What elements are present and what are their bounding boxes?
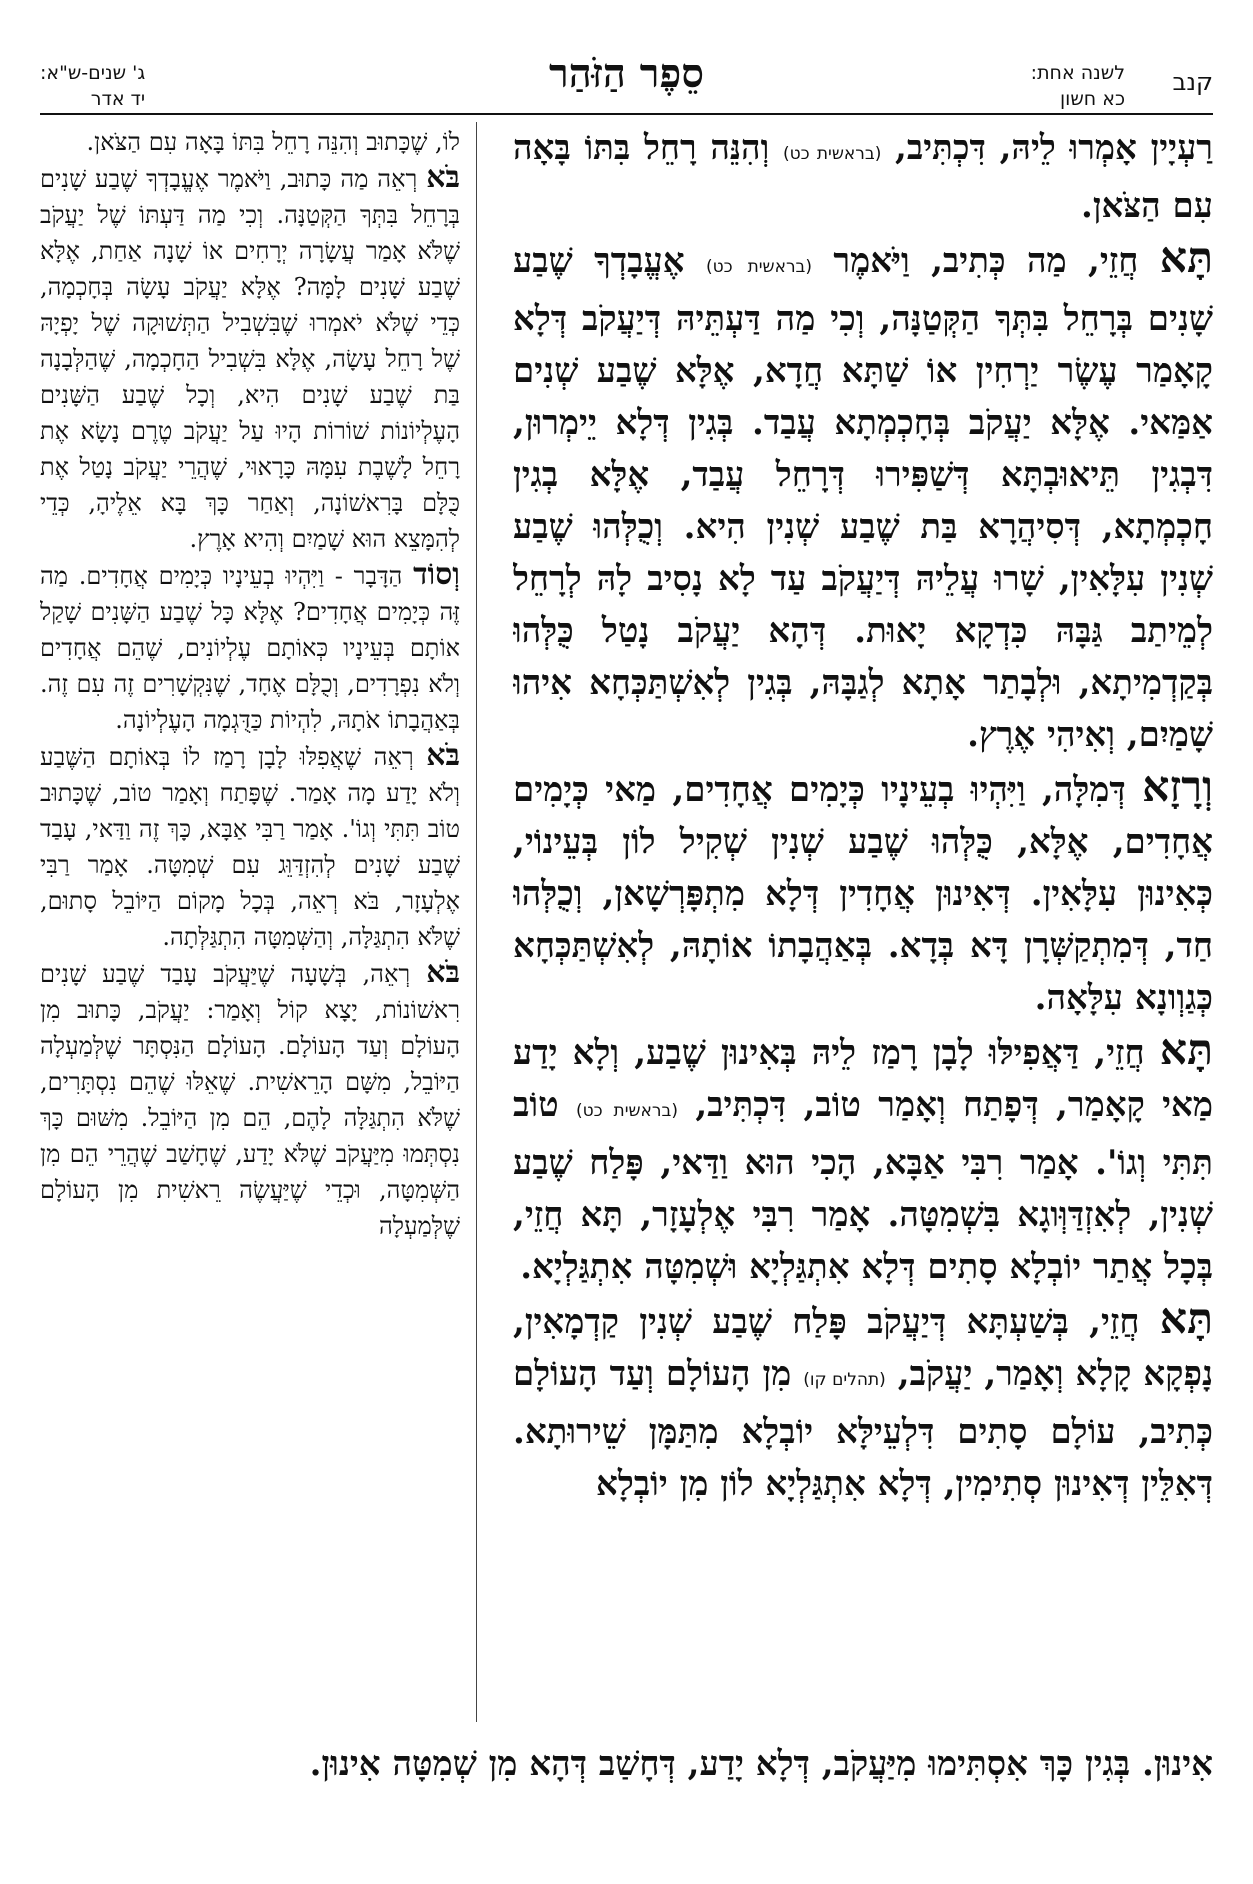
aramaic-p5-citation: (תהלים קו): [803, 1370, 886, 1390]
aramaic-column: [513, 122, 1213, 1720]
aramaic-p3-opening-word: וְרָזָא: [1142, 762, 1213, 812]
aramaic-p4-citation: (בראשית כט): [575, 1101, 678, 1121]
hebrew-p5-opening-word: בֹּא: [426, 955, 460, 990]
aramaic-p2-opening-word: תָּא: [1159, 233, 1213, 283]
hebrew-paragraph-1: [40, 124, 460, 160]
schedule-three-years-date: יד אדר: [90, 88, 146, 110]
aramaic-paragraph-5: [513, 1293, 1213, 1510]
header-rule: [40, 113, 1213, 115]
hebrew-paragraph-5: [40, 955, 460, 1244]
aramaic-p5-text-cont: מִן הָעוֹלָם וְעַד הָעוֹלָם כְּתִיב, עוֹלָם סָתִים דִּלְעֵילָּא יוֹבְלָא מִתַּמָּן שֵׁירוּתָא. דְּאִלֵּין דְּאִינוּן סְתִימִין, דְּלָא אִתְגַּלְיָא לוֹן מִן יוֹבְלָא: [513, 1354, 1213, 1504]
hebrew-column: [40, 124, 460, 1724]
page-header: [40, 50, 1213, 110]
hebrew-p4-text: רְאֵה שֶׁאֲפִלּוּ לָבָן רָמַז לוֹ בְּאוֹתָם הַשֶּׁבַע וְלֹא יָדַע מָה אָמַר. שֶׁפָּתַח וְאָמַר טוֹב, שֶׁכָּתוּב טוֹב תִּתִּי וְגוֹ'. אָמַר רַבִּי אַבָּא, כָּךְ זֶה וַדַּאי, עָבַד שֶׁבַע שָׁנִים לְהִזְדַּוֵּג עִם שְׁמִטָּה. אָמַר רַבִּי אֶלְעָזָר, בֹּא רְאֵה, בְּכָל מָקוֹם הַיּוֹבֵל סָתוּם, שֶׁלֹּא הִתְגַּלָּה, וְהַשְּׁמִטָּה הִתְגַּלְּתָה.: [40, 743, 460, 951]
schedule-three-years: [40, 60, 145, 112]
aramaic-paragraph-1: [513, 122, 1213, 232]
hebrew-p5-text: רְאֵה, בְּשָׁעָה שֶׁיַּעֲקֹב עָבַד שֶׁבַע שָׁנִים רִאשׁוֹנוֹת, יָצָא קוֹל וְאָמַר: יַעֲקֹב, כָּתוּב מִן הָעוֹלָם וְעַד הָעוֹלָם. הָעוֹלָם הַנִּסְתָּר שֶׁלְּמַעְלָה הַיּוֹבֵל, מִשָּׁם הָרֵאשִׁית. שֶׁאֵלּוּ שֶׁהֵם נִסְתָּרִים, שֶׁלֹּא הִתְגַּלָּה לָהֶם, הֵם מִן הַיּוֹבֵל. מִשּׁוּם כָּךְ נִסְתְּמוּ מִיַּעֲקֹב שֶׁלֹּא יָדַע, שֶׁחָשַׁב שֶׁהֲרֵי הֵם מִן הַשְּׁמִטָּה, וּכְדֵי שֶׁיַּעֲשֶׂה רֵאשִׁית מִן הָעוֹלָם שֶׁלְּמַעְלָה: [40, 960, 460, 1240]
aramaic-p1-text-cont: וְהִנֵּה רָחֵל בִּתּוֹ בָּאָה עִם הַצֹּאן.: [513, 128, 1213, 226]
aramaic-p4-text: חֲזֵי, דַּאֲפִילּוּ לָבָן רָמַז לֵיהּ בְּאִינוּן שֶׁבַע, וְלָא יָדַע מַאי קָאָמַר, דְּפָתַח וְאָמַר טוֹב, דִּכְתִּיב,: [513, 1033, 1213, 1125]
hebrew-p2-opening-word: בֹּא: [426, 160, 460, 195]
aramaic-paragraph-3: [513, 761, 1213, 1024]
hebrew-p4-opening-word: בֹּא: [426, 738, 460, 773]
aramaic-paragraph-2: [513, 232, 1213, 761]
aramaic-p4-text-cont: טוֹב תִּתִּי וְגוֹ'. אָמַר רִבִּי אַבָּא, הָכִי הוּא וַדַּאי, פָּלַח שֶׁבַע שְׁנִין, לְאִזְדַּוְּוגָא בִּשְׁמִטָּה. אָמַר רִבִּי אֶלְעָזָר, תָּא חֲזֵי, בְּכָל אֲתַר יוֹבְלָא סָתִים דְּלָא אִתְגַּלְיָא וּשְׁמִטָּה אִתְגַּלְיָא.: [513, 1085, 1213, 1287]
aramaic-p2-text: חֲזֵי, מַה כְּתִיב, וַיֹּאמֶר: [833, 241, 1139, 281]
aramaic-p4-opening-word: תָּא: [1159, 1025, 1213, 1075]
aramaic-paragraph-4: [513, 1024, 1213, 1293]
hebrew-p3-text: הַדָּבָר - וַיִּהְיוּ בְעֵינָיו כְּיָמִים אֲחָדִים. מַה זֶּה כְּיָמִים אֲחָדִים? אֶלָּא כָּל שֶׁבַע הַשָּׁנִים שָׁקַל אוֹתָם בְּעֵינָיו כְּאוֹתָם עֶלְיוֹנִים, שֶׁהֵם אֲחָדִים וְלֹא נִפְרָדִים, וְכֻלָּם אֶחָד, שֶׁנִּקְשָׁרִים זֶה עִם זֶה. בְּאַהֲבָתוֹ אֹתָהּ, לִהְיוֹת כַּדֻּגְמָה הָעֶלְיוֹנָה.: [40, 562, 460, 734]
aramaic-p3-text: דְּמִלָּה, וַיִּהְיוּ בְעֵינָיו כְּיָמִים אֲחָדִים, מַאי כְּיָמִים אֲחָדִים, אֶלָּא, כֻּלְּהוּ שֶׁבַע שְׁנִין שְׁקִיל לוֹן בְּעֵינוֹי, כְּאִינוּן עִלָּאִין. דְּאִינוּן אֲחָדִין דְּלָא מִתְפָּרְשָׁאן, וְכֻלְּהוּ חַד, דְּמִתְקַשְּׁרָן דָּא בְּדָא. בְּאַהֲבָתוֹ אוֹתָהּ, לְאִשְׁתַּכְּחָא כְּגַוְונָא עִלָּאָה.: [513, 770, 1213, 1018]
page-number: קנב: [1172, 68, 1213, 96]
aramaic-p2-text-cont: אֶעֱבָדְךָ שֶׁבַע שָׁנִים בְּרָחֵל בִּתְּךָ הַקְּטַנָּה, וְכִי מַה דַּעְתֵּיהּ דְּיַעֲקֹב דְּלָא קָאָמַר עֶשֶׂר יַרְחִין אוֹ שַׁתָּא חֲדָא, אֶלָּא שֶׁבַע שְׁנִים אַמַּאי. אֶלָּא יַעֲקֹב בְּחָכְמְתָא עֲבַד. בְּגִין דְּלָא יֵימְרוּן, דִּבְגִין תֵּיאוּבְתָּא דְּשַׁפִּירוּ דְּרָחֵל עֲבַד, אֶלָּא בְגִין חָכְמְתָא, דְּסִיהֲרָא בַּת שֶׁבַע שְׁנִין הִיא. וְכֻלְּהוּ שֶׁבַע שְׁנִין עִלָּאִין, שָׁרוּ עֲלֵיהּ דְּיַעֲקֹב עַד לָא נָסִיב לָהּ לְרָחֵל לְמֵיתַב גַּבָּהּ כִּדְקָא יָאוּת. דְּהָא יַעֲקֹב נָטַל כֻּלְּהוּ בְּקַדְמִיתָא, וּלְבָתַר אָתָא לְגַבָּהּ, בְּגִין לְאִשְׁתַּכְּחָא אִיהוּ שָׁמַיִם, וְאִיהִי אֶרֶץ.: [513, 241, 1213, 755]
hebrew-paragraph-2: [40, 160, 460, 557]
schedule-three-years-label: ג' שנים-ש"א:: [40, 62, 146, 84]
aramaic-p5-opening-word: תָּא: [1159, 1294, 1213, 1344]
aramaic-final-line: אִינוּן. בְּגִין כָּךְ אִסְתִּימוּ מִיַּעֲקֹב, דְּלָא יָדַע, דְּחָשַׁב דְּהָא מִן שְׁמִטָּה אִינוּן.: [309, 1744, 1213, 1784]
aramaic-p1-citation: (בראשית כט): [782, 144, 882, 164]
schedule-one-year: [1031, 60, 1125, 112]
hebrew-paragraph-3: [40, 557, 460, 738]
schedule-one-year-label: לשנה אחת:: [1030, 62, 1125, 84]
book-title: סֵפֶר הַזֹּהַר: [549, 50, 704, 97]
schedule-one-year-date: כא חשון: [1059, 88, 1125, 110]
column-divider: [476, 122, 477, 1722]
aramaic-p5-text: חֲזֵי, בְּשַׁעְתָּא דְּיַעֲקֹב פָּלַח שֶׁבַע שְׁנִין קַדְמָאִין, נָפְקָא קָלָא וְאָמַר, יַעֲקֹב,: [513, 1302, 1213, 1394]
aramaic-p2-citation: (בראשית כט): [705, 257, 813, 277]
hebrew-p1-text: לוֹ, שֶׁכָּתוּב וְהִנֵּה רָחֵל בִּתּוֹ בָּאָה עִם הַצֹּאן.: [86, 128, 460, 156]
hebrew-paragraph-4: [40, 738, 460, 955]
aramaic-p1-text: רַעְיָין אָמְרוּ לֵיהּ, דִּכְתִּיב,: [895, 128, 1213, 168]
hebrew-p3-opening-word: וְסוֹד: [413, 557, 460, 592]
hebrew-p2-text: רְאֵה מַה כָּתוּב, וַיֹּאמֶר אֶעֱבָדְךָ שֶׁבַע שָׁנִים בְּרָחֵל בִּתְּךָ הַקְּטַנָּה. וְכִי מַה דַּעְתּוֹ שֶׁל יַעֲקֹב שֶׁלֹּא אָמַר עֲשָׂרָה יְרָחִים אוֹ שָׁנָה אַחַת, אֶלָּא שֶׁבַע שָׁנִים לָמָּה? אֶלָּא יַעֲקֹב עָשָׂה בְּחָכְמָה, כְּדֵי שֶׁלֹּא יֹאמְרוּ שֶׁבִּשְׁבִיל הַתְּשׁוּקָה שֶׁל יָפְיָהּ שֶׁל רָחֵל עָשָׂה, אֶלָּא בִּשְׁבִיל הַחָכְמָה, שֶׁהַלְּבָנָה בַּת שֶׁבַע שָׁנִים הִיא, וְכָל שֶׁבַע הַשָּׁנִים הָעֶלְיוֹנוֹת שׁוֹרוֹת הָיוּ עַל יַעֲקֹב טֶרֶם נָשָׂא אֶת רָחֵל לָשֶׁבֶת עִמָּהּ כָּרָאוּי, שֶׁהֲרֵי יַעֲקֹב נָטַל אֶת כֻּלָּם בָּרִאשׁוֹנָה, וְאַחַר כָּךְ בָּא אֵלֶיהָ, כְּדֵי לְהִמָּצֵא הוּא שָׁמַיִם וְהִיא אָרֶץ.: [40, 165, 460, 553]
